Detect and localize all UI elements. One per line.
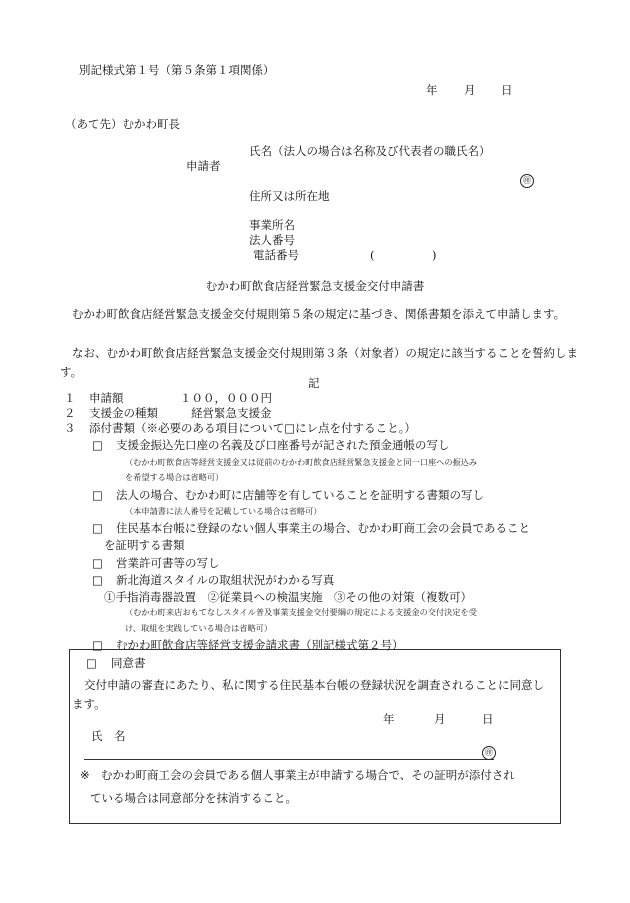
attachment-payment-request: むかわ町飲食店等経営支援金請求書（別記様式第２号） bbox=[116, 638, 404, 652]
consent-note-line2: ている場合は同意部分を抹消すること。 bbox=[90, 791, 297, 805]
consent-date-day: 日 bbox=[482, 712, 494, 726]
item3-number: ３ bbox=[64, 421, 76, 435]
ki-label: 記 bbox=[308, 376, 320, 390]
attachment-bank-note-2: を希望する場合は省略可） bbox=[125, 472, 224, 482]
date-month-label: 月 bbox=[464, 83, 476, 97]
item2-value: 経営緊急支援金 bbox=[191, 406, 272, 420]
item1-label: 申請額 bbox=[89, 391, 124, 405]
attachment-checkbox[interactable]: □ bbox=[92, 556, 103, 570]
item2-number: ２ bbox=[64, 406, 76, 420]
attachment-sole-proprietor-line1: 住民基本台帳に登録のない個人事業主の場合、むかわ町商工会の会員であること bbox=[116, 521, 530, 535]
item1-number: １ bbox=[64, 391, 76, 405]
document-title: むかわ町飲食店経営緊急支援金交付申請書 bbox=[205, 279, 425, 293]
phone-label: 電話番号 bbox=[253, 248, 299, 262]
attachment-checkbox[interactable]: □ bbox=[92, 488, 103, 502]
consent-note-line1: むかわ町商工会の会員である個人事業主が申請する場合で、その証明が添付され bbox=[101, 768, 515, 782]
consent-title: 同意書 bbox=[111, 656, 146, 670]
attachment-hokkaido-style-options: ①手指消毒器設置 ②従業員への検温実施 ③その他の対策（複数可） bbox=[104, 590, 472, 604]
attachment-business-license: 営業許可書等の写し bbox=[116, 556, 220, 570]
office-name-label: 事業所名 bbox=[249, 218, 295, 232]
attachment-hokkaido-note-2: け、取組を実践している場合は省略可） bbox=[125, 623, 273, 633]
attachment-checkbox[interactable]: □ bbox=[92, 521, 103, 535]
attachment-corporate-store: 法人の場合、むかわ町に店舗等を有していることを証明する書類の写し bbox=[116, 488, 484, 502]
applicant-name-label: 氏名（法人の場合は名称及び代表者の職氏名） bbox=[249, 144, 491, 158]
address-label: 住所又は所在地 bbox=[249, 189, 330, 203]
consent-name-label: 氏 名 bbox=[91, 729, 126, 743]
attachment-corporate-note: （本申請書に法人番号を記載している場合は省略可） bbox=[125, 506, 322, 516]
attachment-bank-note-1: （むかわ町飲食店等経営支援金又は従前のむかわ町飲食店経営緊急支援金と同一口座への振込み bbox=[125, 457, 478, 467]
consent-seal: ㊞ bbox=[482, 745, 496, 760]
consent-date-month: 月 bbox=[434, 712, 446, 726]
phone-paren: ( ) bbox=[370, 248, 437, 262]
addressee: （あて先）むかわ町長 bbox=[65, 117, 180, 131]
attachment-bank-passbook: 支援金振込先口座の名義及び口座番号が記された預金通帳の写し bbox=[116, 438, 450, 452]
applicant-seal: ㊞ bbox=[520, 173, 534, 188]
date-day-label: 日 bbox=[501, 83, 513, 97]
consent-note-mark: ※ bbox=[80, 768, 90, 782]
consent-signature-line[interactable] bbox=[84, 759, 494, 760]
consent-date-year: 年 bbox=[383, 712, 395, 726]
consent-text: 交付申請の審査にあたり、私に関する住民基本台帳の登録状況を調査されることに同意します。 bbox=[72, 678, 544, 711]
form-number: 別記様式第１号（第５条第１項関係） bbox=[79, 63, 275, 77]
attachment-checkbox[interactable]: □ bbox=[92, 438, 103, 452]
consent-checkbox[interactable]: □ bbox=[86, 656, 97, 670]
intro-paragraph: むかわ町飲食店経営緊急支援金交付規則第５条の規定に基づき、関係書類を添えて申請します。 bbox=[72, 307, 566, 321]
attachment-hokkaido-style-photo: 新北海道スタイルの取組状況がわかる写真 bbox=[116, 573, 335, 587]
pledge-paragraph: なお、むかわ町飲食店経営緊急支援金交付規則第３条（対象者）の規定に該当することを誓約します。 bbox=[60, 346, 578, 379]
item3-label: 添付書類（※必要のある項目について□にレ点を付すること。） bbox=[89, 421, 416, 435]
attachment-checkbox[interactable]: □ bbox=[92, 573, 103, 587]
attachment-hokkaido-note-1: （むかわ町来店おもてなしスタイル普及事業支援金交付要綱の規定による支援金の交付決定を受 bbox=[125, 607, 477, 617]
applicant-label: 申請者 bbox=[186, 159, 221, 173]
item2-label: 支援金の種類 bbox=[89, 406, 158, 420]
corporate-number-label: 法人番号 bbox=[249, 233, 295, 247]
date-year-label: 年 bbox=[426, 83, 438, 97]
item1-value: １００，０００円 bbox=[180, 391, 272, 405]
attachment-sole-proprietor-line2: を証明する書類 bbox=[104, 538, 185, 552]
attachment-checkbox[interactable]: □ bbox=[92, 638, 103, 652]
